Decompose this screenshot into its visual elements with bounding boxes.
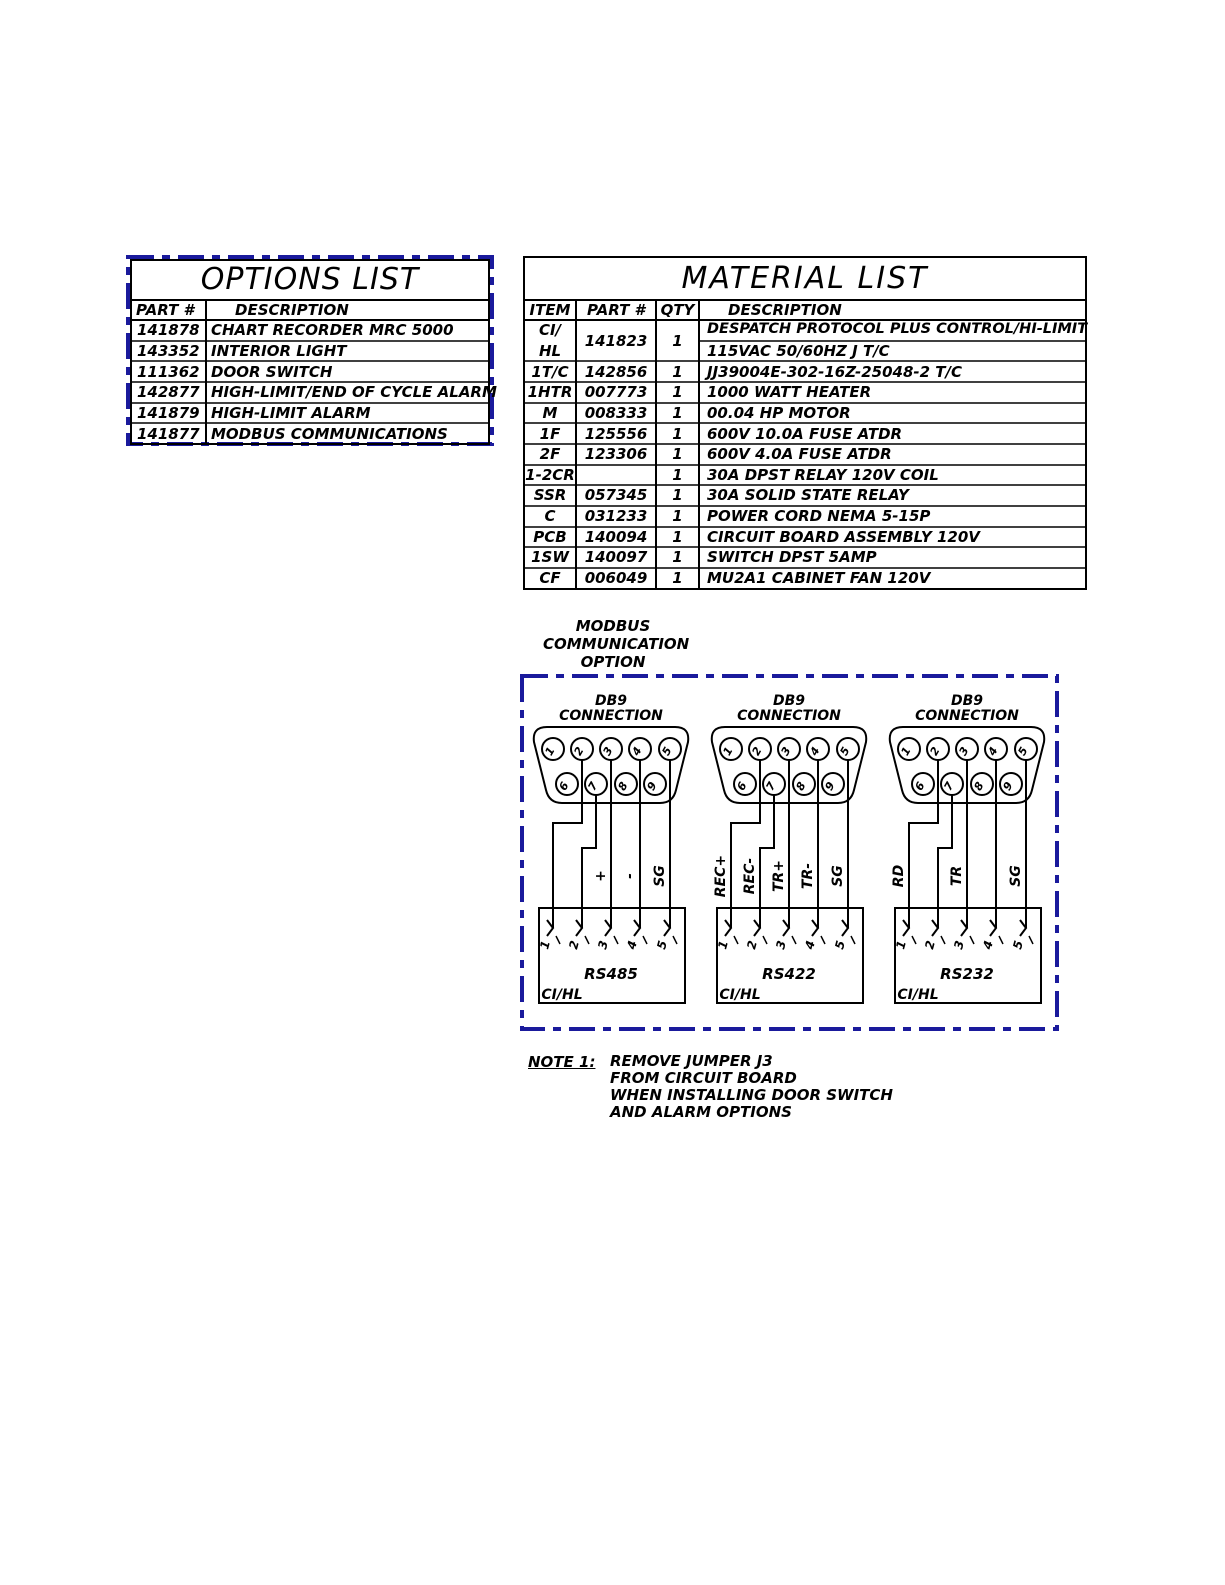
terminal-block-label: RS422 [762, 965, 816, 983]
material-description: 30A SOLID STATE RELAY [707, 486, 909, 504]
options-row-part: 141878 [137, 321, 200, 339]
db9-pin-number: 8 [793, 779, 809, 793]
db9-pin-number: 7 [585, 779, 601, 793]
db9-pin-number: 2 [571, 744, 587, 758]
modbus-title-line: MODBUS [575, 617, 651, 635]
terminal-number: 5 [1010, 939, 1026, 951]
material-qty: 1 [672, 363, 683, 381]
options-row-part: 141877 [137, 425, 200, 443]
material-item: 1T/C [531, 363, 569, 381]
db9-pin-number: 8 [615, 779, 631, 793]
terminal-tick [1029, 936, 1033, 944]
options-header-description: DESCRIPTION [235, 301, 349, 319]
material-item: M [542, 404, 558, 422]
note-text [610, 1053, 893, 1121]
db9-pin-number: 8 [971, 779, 987, 793]
db9-connection-label: CONNECTION [559, 708, 663, 724]
material-qty: 1 [672, 569, 683, 587]
terminal-number: 3 [773, 939, 789, 951]
material-description: 600V 4.0A FUSE ATDR [707, 445, 892, 463]
material-description: 00.04 HP MOTOR [707, 404, 851, 422]
db9-pin-number: 1 [542, 744, 558, 758]
options-list-title: OPTIONS LIST [200, 262, 420, 297]
material-qty: 1 [672, 404, 683, 422]
terminal-block-sub-label: CI/HL [541, 987, 583, 1003]
db9-pin-number: 6 [912, 779, 928, 793]
material-item: 2F [539, 445, 561, 463]
db9-connection-label: CONNECTION [915, 708, 1019, 724]
material-qty: 1 [672, 507, 683, 525]
wire-label: + [593, 870, 609, 882]
db9-pin-number: 3 [600, 744, 616, 758]
db9-pin-number: 4 [807, 744, 823, 758]
db9-pin-number: 1 [898, 744, 914, 758]
terminal-tick [999, 936, 1003, 944]
wire-label: TR- [800, 862, 816, 890]
note-line: AND ALARM OPTIONS [610, 1103, 792, 1121]
terminal-number: 3 [595, 939, 611, 951]
options-row-part: 142877 [137, 383, 200, 401]
db9-pin-number: 7 [763, 779, 779, 793]
material-item: PCB [533, 528, 567, 546]
terminal-tick [821, 936, 825, 944]
options-row-description: CHART RECORDER MRC 5000 [211, 321, 454, 339]
material-qty: 1 [672, 466, 683, 484]
db9-pin-number: 2 [927, 744, 943, 758]
material-qty: 1 [672, 486, 683, 504]
material-part: 140097 [584, 548, 648, 566]
terminal-number: 2 [566, 939, 582, 951]
material-part: 008333 [584, 404, 648, 422]
terminal-number: 4 [624, 939, 640, 951]
material-header-qty: QTY [660, 301, 695, 319]
material-part: 125556 [584, 425, 648, 443]
material-part: 123306 [584, 445, 648, 463]
material-part: 007773 [584, 383, 648, 401]
options-row-description: DOOR SWITCH [211, 363, 333, 381]
terminal-number: 5 [654, 939, 670, 951]
terminal-tick [851, 936, 855, 944]
terminal-number: 2 [744, 939, 760, 951]
options-row-description: HIGH-LIMIT ALARM [211, 404, 371, 422]
material-qty: 1 [672, 548, 683, 566]
material-description-line1: DESPATCH PROTOCOL PLUS CONTROL/HI-LIMIT [707, 321, 1088, 337]
terminal-tick [734, 936, 738, 944]
material-item-line1: CI/ [538, 321, 562, 339]
db9-pin-number: 5 [659, 744, 675, 758]
terminal-tick [792, 936, 796, 944]
terminal-number: 1 [715, 939, 731, 951]
material-item: C [544, 507, 556, 525]
material-item: 1-2CR [525, 466, 575, 484]
material-item: CF [539, 569, 561, 587]
options-row-description: HIGH-LIMIT/END OF CYCLE ALARM [211, 383, 497, 401]
terminal-number: 4 [802, 939, 818, 951]
modbus-title-line: COMMUNICATION [543, 635, 690, 653]
db9-pin-number: 4 [629, 744, 645, 758]
db9-pin-number: 9 [822, 779, 838, 793]
db9-label: DB9 [772, 693, 806, 709]
material-part: 142856 [584, 363, 648, 381]
material-item: 1SW [531, 548, 569, 566]
terminal-block-label: RS485 [584, 965, 638, 983]
terminal-number: 2 [922, 939, 938, 951]
db9-pin-number: 9 [644, 779, 660, 793]
material-description: MU2A1 CABINET FAN 120V [707, 569, 931, 587]
material-list-title: MATERIAL LIST [681, 261, 929, 296]
db9-pin-number: 1 [720, 744, 736, 758]
material-header-part: PART # [587, 301, 645, 319]
wire-label: REC+ [713, 854, 729, 898]
options-row-description: INTERIOR LIGHT [211, 342, 347, 360]
options-header-part: PART # [136, 301, 194, 319]
wire-label: TR+ [771, 859, 787, 893]
terminal-tick [643, 936, 647, 944]
material-part: 140094 [584, 528, 648, 546]
terminal-block-sub-label: CI/HL [719, 987, 761, 1003]
note-line: REMOVE JUMPER J3 [610, 1052, 773, 1070]
options-row-part: 111362 [137, 363, 200, 381]
terminal-tick [585, 936, 589, 944]
material-part: 031233 [584, 507, 648, 525]
wire-label: SG [652, 865, 668, 887]
terminal-number: 1 [893, 939, 909, 951]
terminal-number: 4 [980, 939, 996, 951]
db9-pin-number: 5 [837, 744, 853, 758]
terminal-number: 1 [537, 939, 553, 951]
db9-group [534, 693, 688, 1003]
material-description: POWER CORD NEMA 5-15P [707, 507, 931, 525]
wire-label: REC- [742, 857, 758, 895]
material-description: SWITCH DPST 5AMP [707, 548, 877, 566]
db9-pin-number: 4 [985, 744, 1001, 758]
note-label: NOTE 1: [528, 1053, 596, 1071]
material-description: 600V 10.0A FUSE ATDR [707, 425, 903, 443]
material-part: 057345 [584, 486, 648, 504]
options-row-part: 141879 [137, 404, 200, 422]
terminal-block-label: RS232 [940, 965, 994, 983]
note-line: FROM CIRCUIT BOARD [610, 1069, 797, 1087]
material-description: CIRCUIT BOARD ASSEMBLY 120V [707, 528, 980, 546]
material-description: 1000 WATT HEATER [707, 383, 872, 401]
terminal-number: 5 [832, 939, 848, 951]
terminal-tick [912, 936, 916, 944]
db9-label: DB9 [950, 693, 984, 709]
material-item: SSR [533, 486, 567, 504]
terminal-tick [614, 936, 618, 944]
material-item: 1HTR [527, 383, 573, 401]
terminal-tick [763, 936, 767, 944]
material-qty: 1 [672, 445, 683, 463]
material-item: 1F [539, 425, 561, 443]
terminal-tick [673, 936, 677, 944]
wire-label: RD [891, 864, 907, 888]
material-qty: 1 [672, 425, 683, 443]
material-header-description: DESCRIPTION [728, 301, 842, 319]
db9-connection-label: CONNECTION [737, 708, 841, 724]
material-description-line2: 115VAC 50/60HZ J T/C [707, 342, 890, 360]
options-row-part: 143352 [137, 342, 200, 360]
db9-pin-number: 7 [941, 779, 957, 793]
db9-pin-number: 6 [734, 779, 750, 793]
terminal-number: 3 [951, 939, 967, 951]
material-header-item: ITEM [529, 301, 571, 319]
material-qty: 1 [672, 528, 683, 546]
material-description: 30A DPST RELAY 120V COIL [707, 466, 939, 484]
wire-label: - [622, 873, 638, 879]
options-row-description: MODBUS COMMUNICATIONS [211, 425, 448, 443]
material-part: 141823 [584, 332, 648, 350]
db9-pin-number: 5 [1015, 744, 1031, 758]
db9-pin-number: 9 [1000, 779, 1016, 793]
db9-label: DB9 [594, 693, 628, 709]
terminal-block-sub-label: CI/HL [897, 987, 939, 1003]
wire-label: SG [830, 865, 846, 887]
terminal-tick [556, 936, 560, 944]
material-item-line2: HL [538, 342, 562, 360]
note-line: WHEN INSTALLING DOOR SWITCH [610, 1086, 893, 1104]
material-qty: 1 [672, 383, 683, 401]
modbus-title-line: OPTION [580, 653, 646, 671]
db9-pin-number: 3 [956, 744, 972, 758]
terminal-tick [941, 936, 945, 944]
wire-label: TR [949, 865, 965, 887]
terminal-tick [970, 936, 974, 944]
material-description: JJ39004E-302-16Z-25048-2 T/C [707, 363, 963, 381]
db9-pin-number: 6 [556, 779, 572, 793]
material-qty: 1 [672, 332, 683, 350]
db9-pin-number: 3 [778, 744, 794, 758]
db9-group [890, 693, 1044, 1003]
material-part: 006049 [584, 569, 648, 587]
wire-label: SG [1008, 865, 1024, 887]
db9-pin-number: 2 [749, 744, 765, 758]
db9-group [712, 693, 866, 1003]
